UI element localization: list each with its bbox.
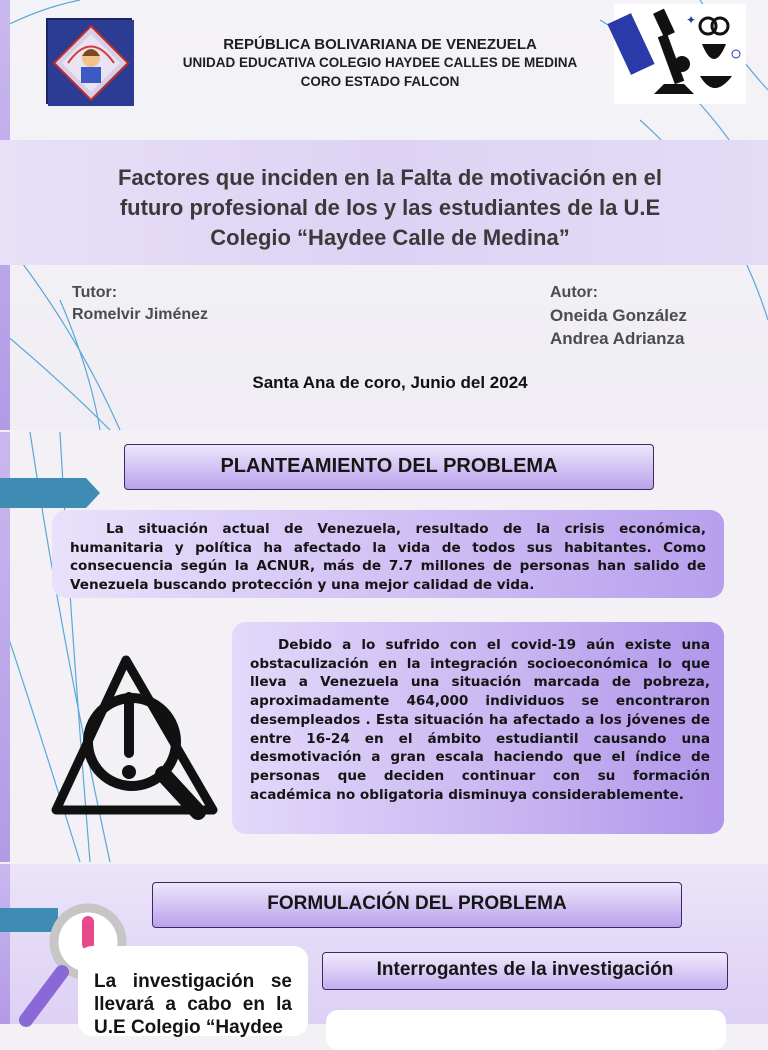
institution-line-2: UNIDAD EDUCATIVA COLEGIO HAYDEE CALLES DE MEDINA xyxy=(182,55,578,70)
interrogantes-heading: Interrogantes de la investigación xyxy=(322,952,728,990)
title-line-3: Colegio “Haydee Calle de Medina” xyxy=(210,225,570,250)
institution-line-1: REPÚBLICA BOLIVARIANA DE VENEZUELA xyxy=(223,36,537,53)
tutor-name: Romelvir Jiménez xyxy=(72,306,209,323)
autor-name-1: Oneida González xyxy=(550,306,687,325)
interrogantes-card xyxy=(326,1010,726,1050)
planteamiento-paragraph-1: La situación actual de Venezuela, resultado de la crisis económica, humanitaria y política ha afectado la vida de todos sus habitantes. Como consecuencia según la ACNUR, más de 7.7 millones de personas han salido de Venezuela buscando protección y una mejor calidad de vida. xyxy=(52,510,724,598)
page-title xyxy=(60,163,720,253)
planteamiento-section xyxy=(0,432,768,862)
title-line-1: Factores que inciden en la Falta de motivación en el xyxy=(117,165,663,190)
institution-line-3: CORO ESTADO FALCON xyxy=(300,74,460,89)
planteamiento-paragraph-2: Debido a lo sufrido con el covid-19 aún existe una obstaculización en la integración socioeconómica lo que lleva a Venezuela una situación marcada de pobreza, aproximadamente 464,000 individuos se encontraron desempleados . Esta situación ha afectado a los jóvenes de entre 16-24 en el ámbito estudiantil causando una desmotivación a gran escala haciendo que el índice de personas que deciden continuar con su formación académica no obligatoria disminuya considerablemente. xyxy=(232,622,724,834)
svg-text:✦: ✦ xyxy=(686,13,697,27)
place-date: Santa Ana de coro, Junio del 2024 xyxy=(252,373,528,392)
formulacion-section xyxy=(0,864,768,1038)
planteamiento-heading: PLANTEAMIENTO DEL PROBLEMA xyxy=(124,444,654,490)
autor-name-2: Andrea Adrianza xyxy=(550,329,685,348)
warning-magnifier-icon xyxy=(48,652,218,822)
formulacion-heading: FORMULACIÓN DEL PROBLEMA xyxy=(152,882,682,928)
formulacion-card-text: La investigación se llevará a cabo en la U.E Colegio “Haydee xyxy=(94,971,292,1038)
title-line-2: futuro profesional de los y las estudiantes de la U.E xyxy=(119,195,661,220)
header-section xyxy=(0,0,768,430)
tutor-label: Tutor: xyxy=(72,284,118,301)
science-logo xyxy=(614,4,746,104)
school-logo xyxy=(46,18,132,104)
autor-label: Autor: xyxy=(550,284,598,301)
left-accent-strip xyxy=(0,864,10,1024)
arrow-tab xyxy=(0,478,100,508)
